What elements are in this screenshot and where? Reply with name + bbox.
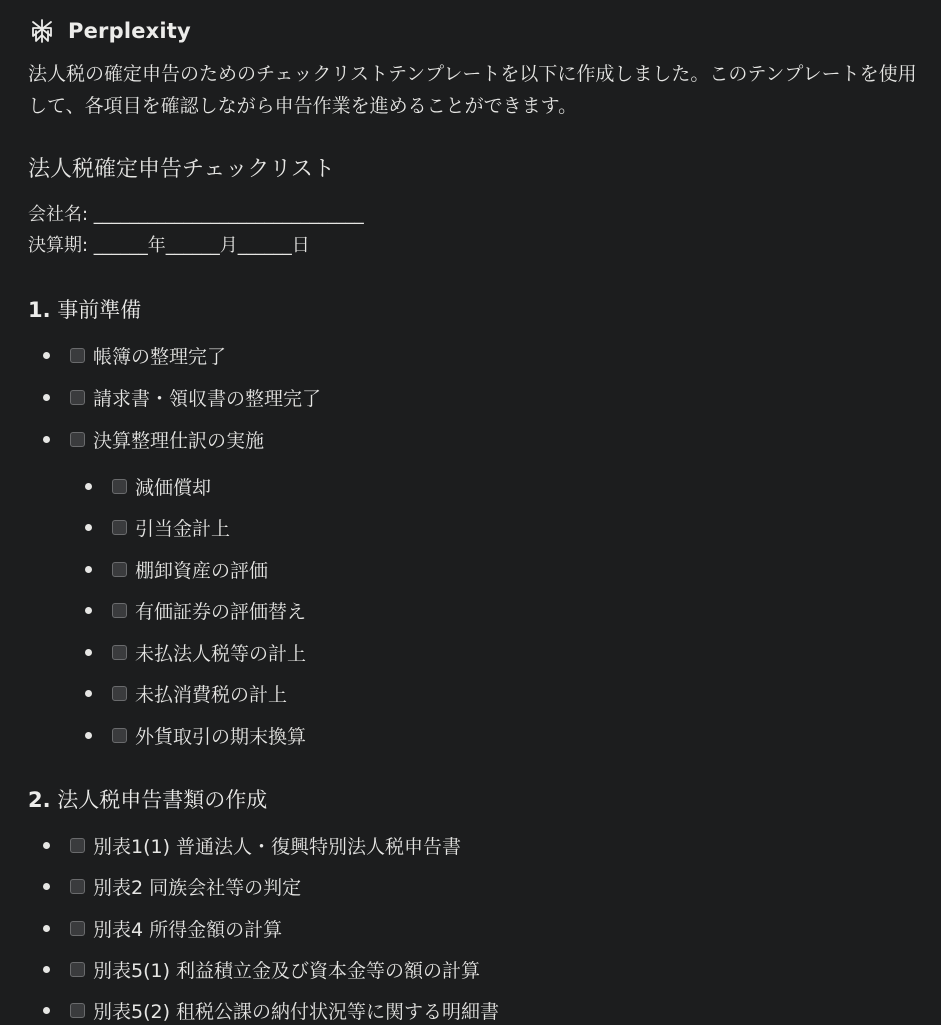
checklist-subitem — [85, 637, 306, 667]
checkbox[interactable] — [70, 348, 85, 363]
section-title: 事前準備 — [57, 298, 142, 322]
checkbox[interactable] — [70, 1003, 85, 1018]
checklist-item-label: 帳簿の整理完了 — [93, 345, 227, 368]
bullet — [85, 690, 92, 697]
checklist-item — [43, 382, 321, 412]
checklist-subitem — [85, 554, 268, 584]
bullet — [85, 524, 92, 531]
checklist-item-label: 請求書・領収書の整理完了 — [93, 387, 322, 410]
checklist-subitem — [85, 471, 211, 501]
checklist-item — [43, 871, 301, 901]
intro-text: 法人税の確定申告のためのチェックリストテンプレートを以下に作成しました。このテンプレートを使用して、各項目を確認しながら申告作業を進めることができます。 — [28, 63, 917, 117]
bullet — [43, 925, 50, 932]
checklist-item — [43, 830, 461, 860]
checklist-subitem-label: 棚卸資産の評価 — [135, 559, 269, 582]
checklist-subitem-label: 有価証券の評価替え — [135, 600, 307, 623]
checklist-item-label: 別表5(2) 租税公課の納付状況等に関する明細書 — [93, 1000, 500, 1023]
checkbox[interactable] — [70, 879, 85, 894]
perplexity-logo-icon — [28, 17, 56, 45]
bullet — [85, 732, 92, 739]
checkbox[interactable] — [112, 728, 127, 743]
checklist-subitem-label: 引当金計上 — [135, 517, 231, 540]
checkbox[interactable] — [70, 390, 85, 405]
bullet — [43, 1007, 50, 1014]
section-title: 法人税申告書類の作成 — [57, 788, 268, 812]
checklist-title: 法人税確定申告チェックリスト — [28, 157, 335, 182]
checklist-item-label: 別表1(1) 普通法人・復興特別法人税申告書 — [93, 835, 462, 858]
section-heading-preparation — [28, 293, 141, 327]
bullet — [85, 649, 92, 656]
checkbox[interactable] — [70, 432, 85, 447]
checklist-item — [43, 913, 282, 943]
section-number: 2. — [28, 788, 51, 812]
checklist-item-label: 別表5(1) 利益積立金及び資本金等の額の計算 — [93, 959, 481, 982]
checkbox[interactable] — [112, 603, 127, 618]
app-name: Perplexity — [68, 19, 191, 43]
bullet — [43, 842, 50, 849]
company-name-field: 会社名: ______________________________ — [28, 204, 364, 225]
checklist-subitem — [85, 595, 306, 625]
fiscal-period-field: 決算期: ______年______月______日 — [28, 235, 310, 256]
bullet — [43, 352, 50, 359]
checklist-subitem-label: 外貨取引の期末換算 — [135, 725, 307, 748]
app-header — [28, 14, 191, 48]
checkbox[interactable] — [70, 962, 85, 977]
checkbox[interactable] — [112, 520, 127, 535]
checkbox[interactable] — [112, 562, 127, 577]
checklist-item — [43, 424, 264, 454]
bullet — [43, 436, 50, 443]
checklist-subitem — [85, 512, 230, 542]
checkbox[interactable] — [112, 479, 127, 494]
checklist-item-label: 決算整理仕訳の実施 — [93, 429, 265, 452]
bullet — [43, 966, 50, 973]
checkbox[interactable] — [70, 838, 85, 853]
bullet — [43, 394, 50, 401]
bullet — [85, 566, 92, 573]
section-number: 1. — [28, 298, 51, 322]
bullet — [43, 883, 50, 890]
checklist-item-label: 別表4 所得金額の計算 — [93, 918, 283, 941]
checkbox[interactable] — [112, 686, 127, 701]
checkbox[interactable] — [112, 645, 127, 660]
section-heading-tax-forms — [28, 783, 267, 817]
bullet — [85, 607, 92, 614]
checklist-subitem — [85, 678, 287, 708]
checklist-subitem — [85, 720, 306, 750]
checkbox[interactable] — [70, 921, 85, 936]
checklist-item-label: 別表2 同族会社等の判定 — [93, 876, 302, 899]
bullet — [85, 483, 92, 490]
checklist-item — [43, 340, 226, 370]
checklist-item — [43, 995, 499, 1025]
checklist-subitem-label: 未払消費税の計上 — [135, 683, 288, 706]
checklist-subitem-label: 減価償却 — [135, 476, 212, 499]
checklist-item — [43, 954, 480, 984]
checklist-subitem-label: 未払法人税等の計上 — [135, 642, 307, 665]
